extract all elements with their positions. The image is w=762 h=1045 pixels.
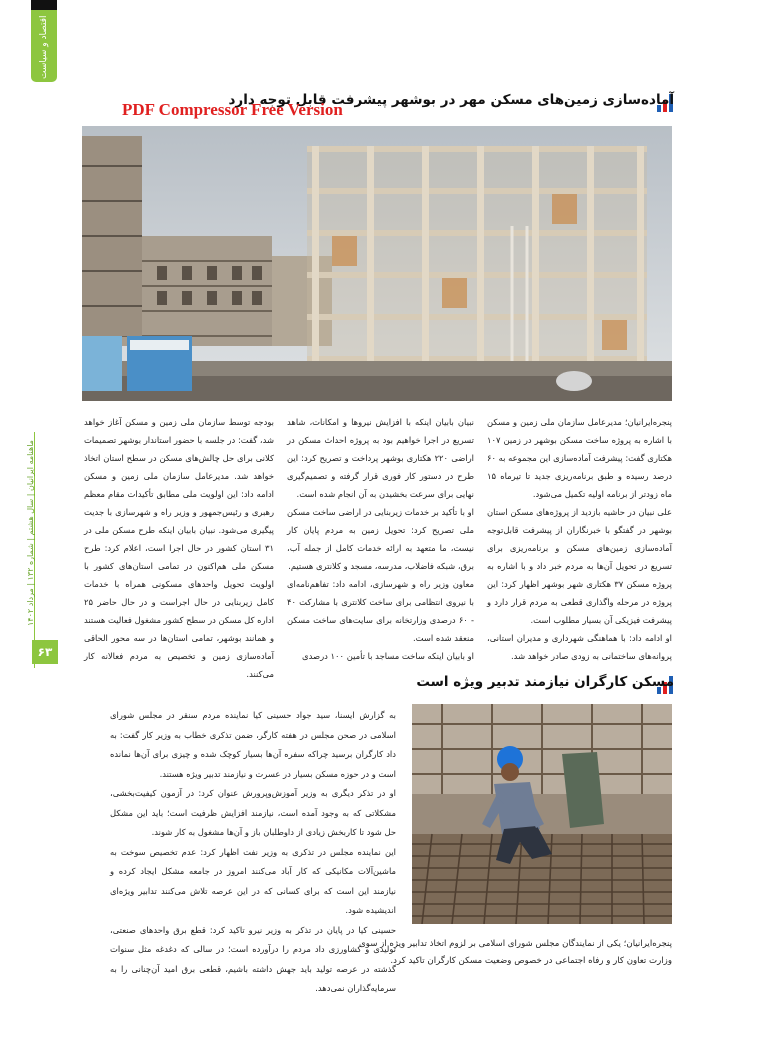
- paragraph: او ادامه داد: با هماهنگی شهرداری و مدیران استانی، پروانه‌های ساختمانی به زودی صادر خواهد شد.: [487, 633, 672, 661]
- construction-photo: [82, 126, 672, 401]
- article-1-column-left: [84, 413, 274, 683]
- paragraph: نبیان بابیان اینکه با افزایش نیروها و امکانات، شاهد تسریع در اجرا خواهیم بود به پروژه احداث مسکن در اراضی ۲۲۰ هکتاری بوشهر پرداخت و تصریح کرد: این طرح در دستور کار فوری قرار گرفته و تصمیم‌گیری نهایی برای سرعت بخشیدن به آن انجام شده است.: [287, 417, 475, 499]
- journal-issue-line: ماهنامه ایرانیان | سال هشتم | شماره ۱۳۲ | مرداد ۱۴۰۲: [26, 440, 35, 626]
- paragraph: او در تذکر دیگری به وزیر آموزش‌وپرورش عنوان کرد: در آزمون کیفیت‌بخشی، مشکلاتی که به وجود آمده است، نیازمند افزایش ظرفیت است؛ باید این مشکل حل شود تا کاربخش زیادی از داوطلبان باز و آن‌ها مشغول به کار شوند.: [110, 788, 396, 837]
- section-tab: [31, 10, 57, 82]
- construction-photo-graphic: [82, 126, 672, 401]
- paragraph: معاون وزیر راه و شهرسازی، ادامه داد: تفاهم‌نامه‌ای با نیروی انتظامی برای ساخت کلانتری با مشارکت ۴۰ - ۶۰ درصدی وزارتخانه برای سایت‌های ساخت مسکن منعقد شده است.: [287, 579, 474, 643]
- paragraph: بودجه توسط سازمان ملی زمین و مسکن آغاز خواهد شد، گفت: در جلسه با حضور استاندار بوشهر تصمیمات کلانی برای حل چالش‌های مسکن در سطح استان اتخاذ خواهد شد. مدیرعامل سازمان ملی زمین و مسکن ادامه داد: این اولویت ملی مطابق تأکیدات مقام معظم رهبری و رئیس‌جمهور و وزیر راه و شهرسازی با جدیت پیگیری می‌شود. نبیان بابیان اینکه طرح مسکن ملی در ۳۱ استان کشور در حال اجرا است، اعلام کرد: طرح مسکن ملی هم‌اکنون در تمامی استان‌های کشور با اولویت تحویل واحدهای مسکونی همراه با خدمات کامل زیربنایی در حال اجراست و در حال حاضر ۲۵ اداره کل مسکن در سطح کشور مشغول فعالیت هستند و همانند بوشهر، تمامی استان‌ها در سه محور الحاقی آماده‌سازی زمین و تخصیص به مردم فعالانه کار می‌کنند.: [84, 417, 274, 679]
- page-number: ۶۳: [32, 640, 58, 664]
- worker-photo-graphic: [412, 704, 672, 924]
- article-1-column-right: [487, 413, 672, 665]
- article-2-headline: مسکن کارگران نیازمند تدبیر ویژه است: [416, 674, 674, 690]
- article-1-headline: آماده‌سازی زمین‌های مسکن مهر در بوشهر پیشرفت قابل توجه دارد: [228, 92, 674, 108]
- paragraph: این نماینده مجلس در تذکری به وزیر نفت اظهار کرد: عدم تخصیص سوخت به ماشین‌آلات مکانیکی که کار آباد می‌کنند امروز در جامعه مشکل ایجاد کرده و نیازمند این است که برای کسانی که در این عرصه تلاش می‌کنند تدابیر ویژه‌ای اندیشیده شود.: [110, 846, 396, 915]
- section-tab-label: اقتصاد و سیاست: [39, 15, 49, 79]
- article-1-column-middle: [287, 413, 474, 665]
- paragraph: حسینی کیا در پایان در تذکر به وزیر نیرو تاکید کرد: قطع برق واحدهای صنعتی، تولیدی و کشاورزی داد مردم را درآورده است؛ در سالی که دغدغه مثل سنوات گذشته در عرصه تولید باید جهش داشته باشیم، قطعی برق امید آن‌چنانی را به سرمایه‌گذاران نمی‌دهد.: [110, 924, 396, 993]
- watermark: PDF Compressor Free Version: [122, 100, 343, 119]
- paragraph: پنجره‌ایرانیان؛ مدیرعامل سازمان ملی زمین و مسکن با اشاره به پروژه ساخت مسکن بوشهر در زمین ۱۰۷ هکتاری گفت: پیشرفت آماده‌سازی این مجموعه به ۶۰ درصد رسیده و طبق برنامه‌ریزی جدید تا تیرماه ۱۵ ماه زودتر از برنامه اولیه تکمیل می‌شود.: [487, 417, 672, 499]
- worker-photo: [412, 704, 672, 924]
- paragraph: او با تأکید بر خدمات زیربنایی در اراضی ساخت مسکن ملی تصریح کرد: تحویل زمین به مردم پایان کار نیست، ما متعهد به ارائه خدمات کامل از جمله آب، برق، شبکه فاضلاب، مدرسه، مسجد و کلانتری هستیم.: [287, 507, 474, 571]
- top-black-strip: [31, 0, 57, 10]
- paragraph: علی نبیان در حاشیه بازدید از پروژه‌های مسکن استان بوشهر در گفتگو با خبرنگاران از پیشرفت قابل‌توجه آماده‌سازی زمین‌های مسکن و برنامه‌ریزی برای تسریع در تحویل آن‌ها به مردم خبر داد و با اشاره به پروژه مسکن ۳۷ هکتاری شهر بوشهر اظهار کرد: این پروژه در مرحله واگذاری قطعی به مردم قرار دارد و پیشرفت فیزیکی آن بسیار مطلوب است.: [487, 507, 672, 625]
- paragraph: او بابیان اینکه ساخت مساجد با تأمین ۱۰۰ درصدی: [302, 651, 474, 661]
- photo-caption: پنجره‌ایرانیان؛ یکی از نمایندگان مجلس شورای اسلامی بر لزوم اتخاذ تدابیر ویژه از سوی وزارت تعاون کار و رفاه اجتماعی در خصوص وضعیت مسکن کارگران تاکید کرد.: [359, 939, 672, 966]
- paragraph: به گزارش ایسنا، سید جواد حسینی کیا نماینده مردم سنقر در مجلس شورای اسلامی در صحن مجلس در هفته کارگر، ضمن تذکری خطاب به وزیر کار گفت: به داد کارگران برسید چراکه سفره آن‌ها بسیار کوچک شده و چیزی برای آن‌ها نمانده است و در حوزه مسکن بسیار در عسرت و نیازمند تدبیر ویژه هستند.: [110, 710, 396, 779]
